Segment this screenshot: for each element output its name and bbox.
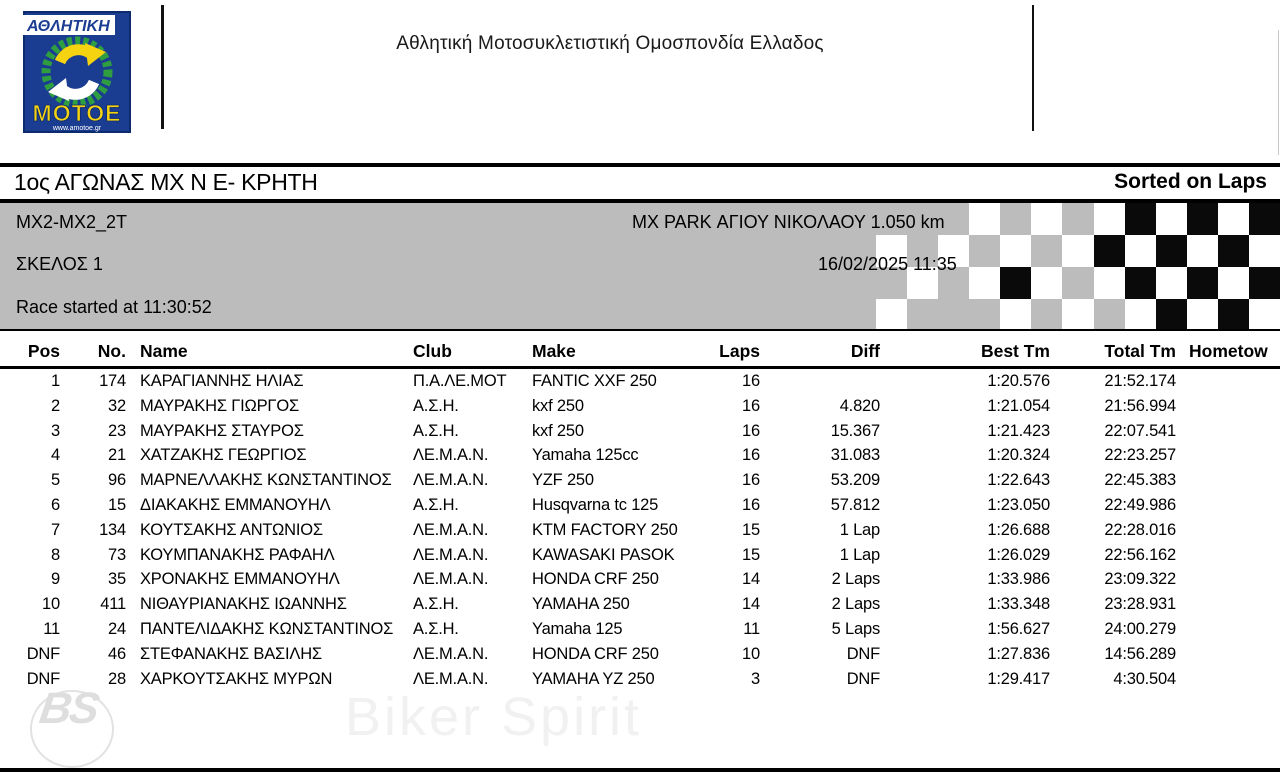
cell-no: 134 <box>99 520 126 539</box>
table-row <box>0 493 1280 518</box>
event-title: 1ος ΑΓΩΝΑΣ MX N E- ΚΡΗΤΗ <box>14 169 318 195</box>
heat-name: ΣΚΕΛΟΣ 1 <box>16 254 103 274</box>
cell-make: Yamaha 125cc <box>532 446 639 465</box>
cell-laps: 15 <box>742 545 760 564</box>
cell-best-tm: 1:26.029 <box>987 545 1050 564</box>
cell-laps: 3 <box>751 669 760 688</box>
checker-cell <box>1000 299 1031 331</box>
logo-site-text: www.amotoe.gr <box>52 125 102 132</box>
checker-cell <box>1187 235 1218 267</box>
cell-hometown <box>1176 468 1280 493</box>
cell-no: 174 <box>99 372 126 390</box>
cell-laps: 16 <box>742 446 760 465</box>
checker-cell <box>1156 203 1187 235</box>
cell-hometown <box>1176 493 1280 518</box>
cell-name: ΜΑΥΡΑΚΗΣ ΣΤΑΥΡΟΣ <box>140 421 304 440</box>
cell-no: 23 <box>108 421 126 440</box>
checker-cell <box>1156 235 1187 267</box>
cell-make: kxf 250 <box>532 421 584 440</box>
col-header-pos: Pos <box>0 338 60 368</box>
header-row <box>0 338 1280 368</box>
checker-cell <box>938 299 969 331</box>
checker-cell <box>1031 299 1062 331</box>
cell-club: ΛΕ.Μ.Α.Ν. <box>413 644 489 663</box>
cell-club: ΛΕ.Μ.Α.Ν. <box>413 520 489 539</box>
cell-hometown <box>1176 592 1280 617</box>
checker-cell <box>1094 235 1125 267</box>
col-header-make: Make <box>532 338 696 368</box>
cell-best-tm: 1:22.643 <box>987 471 1050 490</box>
table-row <box>0 443 1280 468</box>
cell-laps: 16 <box>742 421 760 440</box>
checker-cell <box>1000 267 1031 299</box>
col-header-club: Club <box>413 338 532 368</box>
cell-pos: 10 <box>42 595 60 614</box>
cell-make: Husqvarna tc 125 <box>532 495 659 514</box>
checker-cell <box>1218 299 1249 331</box>
cell-total-tm: 22:23.257 <box>1104 446 1176 465</box>
cell-make: KTM FACTORY 250 <box>532 520 678 539</box>
checker-cell <box>1156 299 1187 331</box>
checker-cell <box>1218 267 1249 299</box>
cell-best-tm: 1:33.986 <box>987 570 1050 589</box>
cell-make: HONDA CRF 250 <box>532 644 659 663</box>
cell-best-tm: 1:21.054 <box>987 396 1050 415</box>
cell-total-tm: 23:28.931 <box>1104 595 1176 614</box>
col-header-laps: Laps <box>696 338 760 368</box>
cell-club: ΛΕ.Μ.Α.Ν. <box>413 446 489 465</box>
cell-diff: 2 Laps <box>831 570 880 589</box>
logo-main-text: ΜΟΤΟΕ <box>32 100 122 126</box>
checker-cell <box>969 267 1000 299</box>
cell-total-tm: 24:00.279 <box>1104 619 1176 638</box>
cell-hometown <box>1176 368 1280 394</box>
cell-diff: DNF <box>846 644 880 663</box>
checker-cell <box>1062 267 1093 299</box>
cell-hometown <box>1176 394 1280 419</box>
cell-club: Α.Σ.Η. <box>413 396 459 415</box>
cell-club: Α.Σ.Η. <box>413 619 459 638</box>
table-row <box>0 368 1280 394</box>
cell-no: 32 <box>108 396 126 415</box>
checker-cell <box>1094 203 1125 235</box>
rule-top <box>0 163 1280 167</box>
race-datetime: 16/02/2025 11:35 <box>818 254 957 274</box>
bs-letters: BS <box>36 684 101 733</box>
checker-cell <box>1218 235 1249 267</box>
rule-bottom <box>0 768 1280 772</box>
cell-diff: 2 Laps <box>831 595 880 614</box>
cell-no: 21 <box>108 446 126 465</box>
checker-cell <box>1031 267 1062 299</box>
checker-cell <box>1125 203 1156 235</box>
checker-cell <box>1000 203 1031 235</box>
checker-cell <box>1249 299 1280 331</box>
cell-best-tm: 1:56.627 <box>987 619 1050 638</box>
cell-diff: 4.820 <box>839 396 880 415</box>
cell-name: ΔΙΑΚΑΚΗΣ ΕΜΜΑΝΟΥΗΛ <box>140 495 331 514</box>
checker-cell <box>1187 203 1218 235</box>
table-row <box>0 543 1280 568</box>
cell-diff: 57.812 <box>830 495 880 514</box>
cell-total-tm: 22:28.016 <box>1104 520 1176 539</box>
col-header-diff: Diff <box>760 338 880 368</box>
cell-hometown <box>1176 617 1280 642</box>
track-name: MX PARK ΑΓΙΟΥ ΝΙΚΟΛΑΟΥ 1.050 km <box>632 212 945 232</box>
cell-club: ΛΕ.Μ.Α.Ν. <box>413 669 489 688</box>
class-name: MX2-MX2_2T <box>16 212 128 232</box>
cell-pos: DNF <box>26 644 60 663</box>
cell-laps: 16 <box>742 495 760 514</box>
cell-no: 411 <box>100 595 126 614</box>
table-row <box>0 518 1280 543</box>
cell-club: Π.Α.ΛΕ.ΜΟΤ <box>413 372 507 390</box>
cell-club: ΛΕ.Μ.Α.Ν. <box>413 545 489 564</box>
checker-cell <box>1000 235 1031 267</box>
checker-cell <box>1094 299 1125 331</box>
cell-best-tm: 1:27.836 <box>987 644 1050 663</box>
federation-logo <box>22 8 132 136</box>
cell-diff <box>760 368 880 394</box>
cell-hometown <box>1176 543 1280 568</box>
cell-club: Α.Σ.Η. <box>413 595 459 614</box>
checker-cell <box>969 203 1000 235</box>
checker-cell <box>1249 235 1280 267</box>
checker-cell <box>876 299 907 331</box>
cell-hometown <box>1176 443 1280 468</box>
cell-laps: 15 <box>742 520 760 539</box>
cell-total-tm: 23:09.322 <box>1104 570 1176 589</box>
cell-best-tm: 1:33.348 <box>987 595 1050 614</box>
results-body <box>0 368 1280 692</box>
checker-cell <box>1125 299 1156 331</box>
checker-cell <box>1156 267 1187 299</box>
cell-name: ΜΑΥΡΑΚΗΣ ΓΙΩΡΓΟΣ <box>140 396 299 415</box>
checker-cell <box>1062 299 1093 331</box>
cell-total-tm: 22:56.162 <box>1104 545 1176 564</box>
results-table <box>0 338 1280 691</box>
cell-total-tm: 4:30.504 <box>1113 669 1176 688</box>
bs-watermark-icon <box>26 684 122 770</box>
cell-best-tm: 1:23.050 <box>987 495 1050 514</box>
cell-total-tm: 21:52.174 <box>1104 372 1176 390</box>
cell-name: ΚΟΥΤΣΑΚΗΣ ΑΝΤΩΝΙΟΣ <box>140 520 323 539</box>
results-header <box>0 338 1280 368</box>
cell-hometown <box>1176 642 1280 667</box>
cell-total-tm: 22:07.541 <box>1104 421 1176 440</box>
cell-name: ΚΑΡΑΓΙΑΝΝΗΣ ΗΛΙΑΣ <box>140 372 304 390</box>
cell-best-tm: 1:21.423 <box>987 421 1050 440</box>
cell-hometown <box>1176 419 1280 444</box>
cell-best-tm: 1:29.417 <box>987 669 1050 688</box>
cell-pos: 9 <box>51 570 60 589</box>
cell-diff: 31.083 <box>830 446 880 465</box>
cell-pos: 5 <box>51 471 60 490</box>
cell-pos: 6 <box>51 495 60 514</box>
cell-best-tm: 1:26.688 <box>987 520 1050 539</box>
checker-cell <box>1031 203 1062 235</box>
cell-club: ΛΕ.Μ.Α.Ν. <box>413 570 489 589</box>
cell-pos: 7 <box>51 520 60 539</box>
cell-no: 73 <box>108 545 126 564</box>
cell-best-tm: 1:20.324 <box>987 446 1050 465</box>
race-started-text: Race started at 11:30:52 <box>16 297 212 317</box>
cell-laps: 16 <box>742 471 760 490</box>
results-table-wrap <box>0 338 1280 691</box>
cell-laps: 10 <box>742 644 760 663</box>
cell-total-tm: 22:45.383 <box>1104 471 1176 490</box>
checker-cell <box>1187 299 1218 331</box>
cell-total-tm: 21:56.994 <box>1104 396 1176 415</box>
cell-total-tm: 14:56.289 <box>1104 644 1176 663</box>
checker-cell <box>969 235 1000 267</box>
col-header-best-tm: Best Tm <box>880 338 1050 368</box>
cell-hometown <box>1176 567 1280 592</box>
cell-hometown <box>1176 518 1280 543</box>
col-header-no: No. <box>60 338 126 368</box>
table-row <box>0 394 1280 419</box>
page-edge-line <box>1278 30 1279 155</box>
cell-diff: 1 Lap <box>839 545 880 564</box>
cell-hometown <box>1176 667 1280 692</box>
col-header-hometown: Hometow <box>1176 338 1280 368</box>
motoe-emblem-icon <box>22 8 132 136</box>
checker-cell <box>1218 203 1249 235</box>
cell-name: ΝΙΘΑΥΡΙΑΝΑΚΗΣ ΙΩΑΝΝΗΣ <box>140 595 347 614</box>
cell-diff: 15.367 <box>830 421 880 440</box>
table-row <box>0 419 1280 444</box>
cell-pos: 3 <box>51 421 60 440</box>
race-info-block <box>0 203 1280 331</box>
cell-diff: DNF <box>846 669 880 688</box>
header-divider-right <box>1032 5 1034 131</box>
cell-laps: 16 <box>742 396 760 415</box>
checker-cell <box>1125 267 1156 299</box>
cell-no: 35 <box>108 570 126 589</box>
cell-laps: 14 <box>742 595 760 614</box>
checker-cell <box>1187 267 1218 299</box>
checker-cell <box>1125 235 1156 267</box>
checker-cell <box>1062 203 1093 235</box>
cell-no: 96 <box>108 471 126 490</box>
cell-no: 15 <box>108 495 126 514</box>
cell-pos: 2 <box>51 396 60 415</box>
checker-cell <box>969 299 1000 331</box>
cell-make: YAMAHA YZ 250 <box>532 669 655 688</box>
table-row <box>0 592 1280 617</box>
cell-laps: 14 <box>742 570 760 589</box>
checker-cell <box>907 299 938 331</box>
table-row <box>0 642 1280 667</box>
cell-laps: 16 <box>742 372 760 390</box>
cell-diff: 53.209 <box>830 471 880 490</box>
cell-make: HONDA CRF 250 <box>532 570 659 589</box>
cell-name: ΠΑΝΤΕΛΙΔΑΚΗΣ ΚΩΝΣΤΑΝΤΙΝΟΣ <box>140 619 394 638</box>
checker-cell <box>1062 235 1093 267</box>
cell-no: 46 <box>108 644 126 663</box>
cell-name: ΚΟΥΜΠΑΝΑΚΗΣ ΡΑΦΑΗΛ <box>140 545 335 564</box>
cell-laps: 11 <box>743 619 760 638</box>
table-row <box>0 468 1280 493</box>
cell-make: KAWASAKI PASOK <box>532 545 675 564</box>
cell-no: 24 <box>108 619 126 638</box>
cell-pos: 4 <box>51 446 60 465</box>
checker-cell <box>1249 267 1280 299</box>
cell-diff: 5 Laps <box>831 619 880 638</box>
biker-spirit-watermark: Biker Spirit <box>345 687 643 747</box>
checker-cell <box>1031 235 1062 267</box>
cell-name: ΣΤΕΦΑΝΑΚΗΣ ΒΑΣΙΛΗΣ <box>140 644 322 663</box>
cell-club: Α.Σ.Η. <box>413 421 459 440</box>
checker-cell <box>1094 267 1125 299</box>
cell-make: Yamaha 125 <box>532 619 623 638</box>
sorted-on-label: Sorted on Laps <box>1114 170 1267 193</box>
cell-make: YAMAHA 250 <box>532 595 630 614</box>
cell-name: ΜΑΡΝΕΛΛΑΚΗΣ ΚΩΝΣΤΑΝΤΙΝΟΣ <box>140 471 392 490</box>
cell-no: 28 <box>108 669 126 688</box>
cell-make: kxf 250 <box>532 396 584 415</box>
table-row <box>0 617 1280 642</box>
col-header-name: Name <box>126 338 413 368</box>
cell-best-tm: 1:20.576 <box>987 372 1050 390</box>
header-divider-left <box>161 5 164 129</box>
cell-pos: 8 <box>51 545 60 564</box>
cell-name: ΧΑΡΚΟΥΤΣΑΚΗΣ ΜΥΡΩΝ <box>140 669 333 688</box>
federation-title: Αθλητική Μοτοσυκλετιστική Ομοσπονδία Ελλαδος <box>396 33 824 54</box>
col-header-total-tm: Total Tm <box>1050 338 1176 368</box>
cell-total-tm: 22:49.986 <box>1104 495 1176 514</box>
cell-pos: DNF <box>26 669 60 688</box>
cell-pos: 1 <box>51 372 60 390</box>
cell-name: ΧΑΤΖΑΚΗΣ ΓΕΩΡΓΙΟΣ <box>140 446 307 465</box>
cell-club: Α.Σ.Η. <box>413 495 459 514</box>
cell-make: FANTIC XXF 250 <box>532 372 657 390</box>
logo-top-text: ΑΘΛΗΤΙΚΗ <box>27 18 110 35</box>
cell-make: YZF 250 <box>532 471 594 490</box>
checker-cell <box>1249 203 1280 235</box>
table-row <box>0 567 1280 592</box>
cell-name: ΧΡΟΝΑΚΗΣ ΕΜΜΑΝΟΥΗΛ <box>140 570 340 589</box>
cell-pos: 11 <box>43 619 60 638</box>
cell-club: ΛΕ.Μ.Α.Ν. <box>413 471 489 490</box>
cell-diff: 1 Lap <box>839 520 880 539</box>
